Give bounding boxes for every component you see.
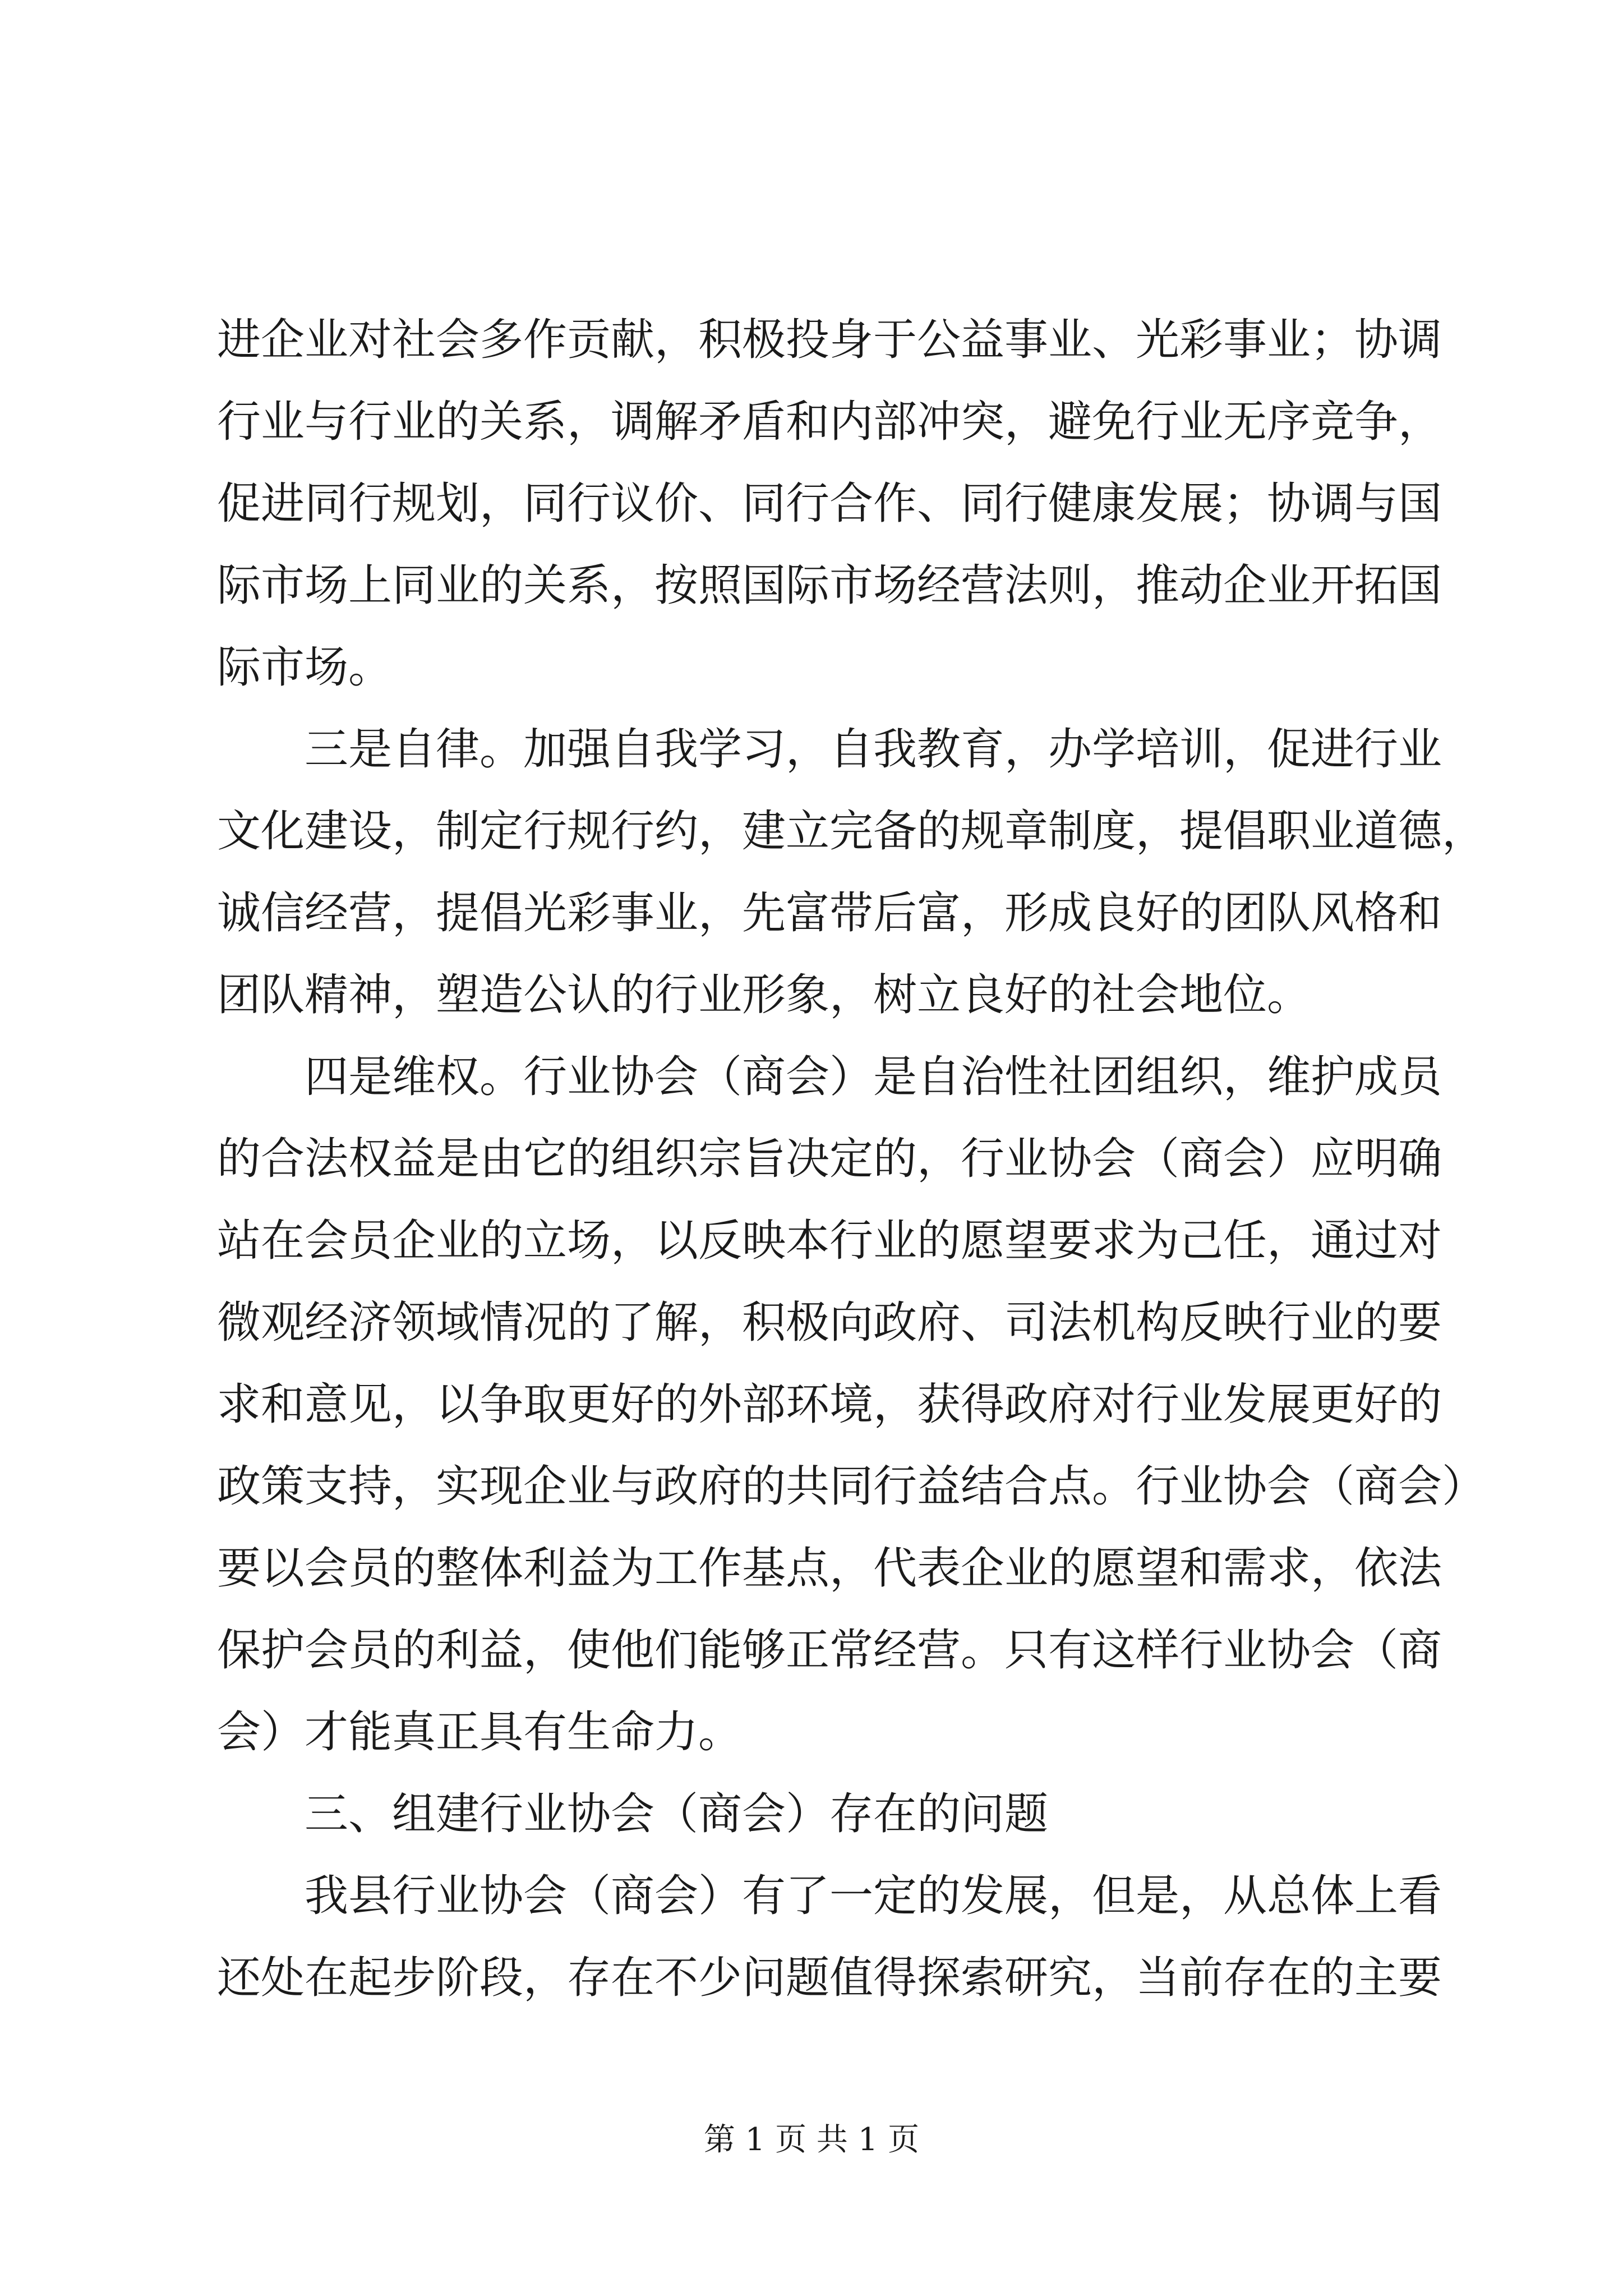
paragraph-line: 要以会员的整体利益为工作基点，代表企业的愿望和需求，依法 <box>217 1543 1442 1594</box>
paragraph-line: 求和意见，以争取更好的外部环境，获得政府对行业发展更好的 <box>217 1379 1442 1430</box>
paragraph-line: 团队精神，塑造公认的行业形象，树立良好的社会地位。 <box>217 970 1311 1020</box>
page-footer <box>0 2115 1623 2160</box>
page-number-label: 第 1 页 共 1 页 <box>703 2122 920 2158</box>
paragraph-line: 三是自律。加强自我学习，自我教育，办学培训，促进行业 <box>305 724 1442 775</box>
section-heading: 三、组建行业协会（商会）存在的问题 <box>305 1789 1049 1839</box>
paragraph-line: 诚信经营，提倡光彩事业，先富带后富，形成良好的团队风格和 <box>217 888 1442 938</box>
body-text <box>217 299 1486 2019</box>
paragraph-line: 际市场。 <box>217 642 393 693</box>
paragraph-line: 际市场上同业的关系，按照国际市场经营法则，推动企业开拓国 <box>217 560 1442 611</box>
paragraph-line: 进企业对社会多作贡献，积极投身于公益事业、光彩事业；协调 <box>217 315 1442 365</box>
paragraph-line: 行业与行业的关系，调解矛盾和内部冲突，避免行业无序竞争， <box>217 397 1442 447</box>
paragraph-line: 我县行业协会（商会）有了一定的发展，但是，从总体上看 <box>305 1871 1442 1921</box>
paragraph-line: 微观经济领域情况的了解，积极向政府、司法机构反映行业的要 <box>217 1297 1442 1348</box>
paragraph-line: 文化建设，制定行规行约，建立完备的规章制度，提倡职业道德， <box>217 806 1486 857</box>
paragraph-line: 会）才能真正具有生命力。 <box>217 1707 743 1757</box>
paragraph-line: 四是维权。行业协会（商会）是自治性社团组织，维护成员 <box>305 1052 1442 1102</box>
paragraph-line: 的合法权益是由它的组织宗旨决定的，行业协会（商会）应明确 <box>217 1134 1442 1184</box>
paragraph-line: 站在会员企业的立场，以反映本行业的愿望要求为己任，通过对 <box>217 1216 1442 1266</box>
paragraph-line: 政策支持，实现企业与政府的共同行益结合点。行业协会（商会） <box>217 1461 1486 1512</box>
paragraph-line: 还处在起步阶段，存在不少问题值得探索研究，当前存在的主要 <box>217 1953 1442 2003</box>
paragraph-line: 促进同行规划，同行议价、同行合作、同行健康发展；协调与国 <box>217 478 1442 529</box>
paragraph-line: 保护会员的利益，使他们能够正常经营。只有这样行业协会（商 <box>217 1625 1442 1676</box>
